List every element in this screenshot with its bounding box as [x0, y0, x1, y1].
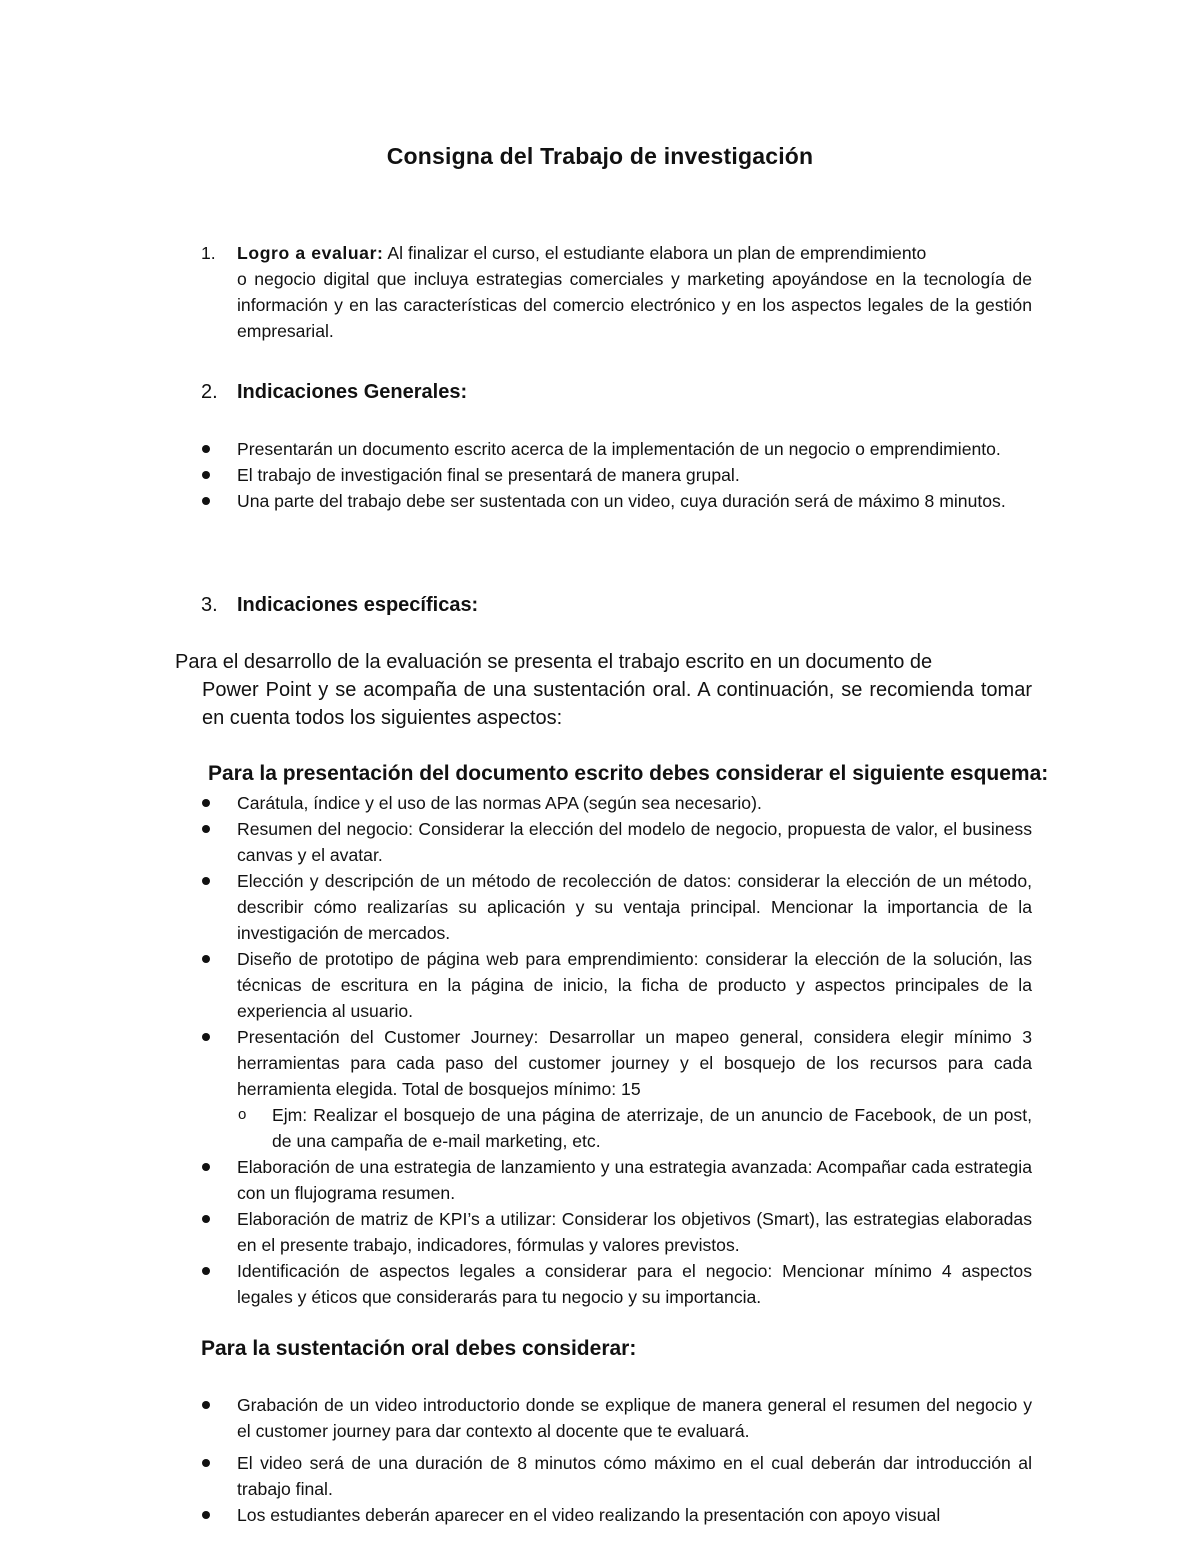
list-item: Carátula, índice y el uso de las normas APA (según sea necesario).	[200, 790, 1032, 816]
bullet-icon	[202, 497, 210, 505]
written-bullet-list	[200, 790, 1032, 1310]
section-1-text-rest: o negocio digital que incluya estrategias comerciales y marketing apoyándose en la tecnología de información y en las características del comercio electrónico y en los aspectos legales de la gestión empresarial.	[237, 269, 1032, 341]
section-3-intro-rest: Power Point y se acompaña de una sustentación oral. A continuación, se recomienda tomar en cuenta todos los siguientes aspectos:	[202, 679, 1032, 729]
bullet-icon	[202, 1033, 210, 1041]
section-2-heading: Indicaciones Generales:	[237, 381, 468, 403]
circle-bullet-icon: o	[238, 1106, 247, 1123]
section-3-intro	[175, 648, 1032, 732]
section-3-number: 3.	[201, 594, 218, 616]
list-item: Presentación del Customer Journey: Desarrollar un mapeo general, considera elegir mínimo 3 herramientas para cada paso del customer journey y el bosquejo de los recursos para cada herramienta elegida. Total de bosquejos mínimo: 15	[200, 1024, 1032, 1102]
list-item: Diseño de prototipo de página web para emprendimiento: considerar la elección de la solución, las técnicas de escritura en la página de inicio, la ficha de producto y aspectos principales de la experiencia al usuario.	[200, 946, 1032, 1024]
list-item: Los estudiantes deberán aparecer en el video realizando la presentación con apoyo visual	[200, 1502, 1032, 1528]
section-2-header	[201, 381, 467, 404]
list-item: Grabación de un video introductorio donde se explique de manera general el resumen del negocio y el customer journey para dar contexto al docente que te evaluará.	[200, 1392, 1032, 1444]
section-2-bullet-list	[200, 436, 1032, 514]
section-2-number: 2.	[201, 381, 218, 403]
section-1-number: 1.	[201, 243, 216, 263]
section-1-first-line	[201, 240, 1032, 266]
list-item: El video será de una duración de 8 minutos cómo máximo en el cual deberán dar introducción al trabajo final.	[200, 1450, 1032, 1502]
oral-heading: Para la sustentación oral debes considerar:	[201, 1337, 637, 1360]
bullet-icon	[202, 1459, 210, 1467]
list-item: Identificación de aspectos legales a considerar para el negocio: Mencionar mínimo 4 aspectos legales y éticos que considerarás para tu negocio y su importancia.	[200, 1258, 1032, 1310]
list-item: Elaboración de matriz de KPI’s a utilizar: Considerar los objetivos (Smart), las estrategias elaboradas en el presente trabajo, indicadores, fórmulas y valores previstos.	[200, 1206, 1032, 1258]
bullet-icon	[202, 955, 210, 963]
section-1-text-first: Al finalizar el curso, el estudiante elabora un plan de emprendimiento	[387, 243, 927, 263]
oral-bullet-list	[200, 1392, 1032, 1528]
section-3-header	[201, 594, 478, 617]
list-item: El trabajo de investigación final se presentará de manera grupal.	[200, 462, 1032, 488]
bullet-icon	[202, 1267, 210, 1275]
bullet-icon	[202, 877, 210, 885]
bullet-icon	[202, 1401, 210, 1409]
sub-list-item: o Ejm: Realizar el bosquejo de una página de aterrizaje, de un anuncio de Facebook, de un post, de una campaña de e-mail marketing, etc.	[200, 1102, 1032, 1154]
bullet-icon	[202, 1215, 210, 1223]
bullet-icon	[202, 799, 210, 807]
list-item: Una parte del trabajo debe ser sustentada con un video, cuya duración será de máximo 8 minutos.	[200, 488, 1032, 514]
section-3-heading: Indicaciones específicas:	[237, 594, 479, 616]
page-title: Consigna del Trabajo de investigación	[386, 143, 814, 169]
bullet-icon	[202, 825, 210, 833]
section-3-intro-first: Para el desarrollo de la evaluación se presenta el trabajo escrito en un documento de	[175, 651, 933, 673]
bullet-icon	[202, 445, 210, 453]
bullet-icon	[202, 1511, 210, 1519]
list-item: Presentarán un documento escrito acerca de la implementación de un negocio o emprendimiento.	[200, 436, 1032, 462]
written-heading: Para la presentación del documento escrito debes considerar el siguiente esquema:	[208, 762, 1049, 785]
list-item: Elaboración de una estrategia de lanzamiento y una estrategia avanzada: Acompañar cada estrategia con un flujograma resumen.	[200, 1154, 1032, 1206]
bullet-icon	[202, 471, 210, 479]
list-item: Resumen del negocio: Considerar la elección del modelo de negocio, propuesta de valor, el business canvas y el avatar.	[200, 816, 1032, 868]
list-item: Elección y descripción de un método de recolección de datos: considerar la elección de un método, describir cómo realizarías su aplicación y su ventaja principal. Mencionar la importancia de la investigación de mercados.	[200, 868, 1032, 946]
bullet-icon	[202, 1163, 210, 1171]
section-1-heading: Logro a evaluar:	[237, 243, 384, 263]
